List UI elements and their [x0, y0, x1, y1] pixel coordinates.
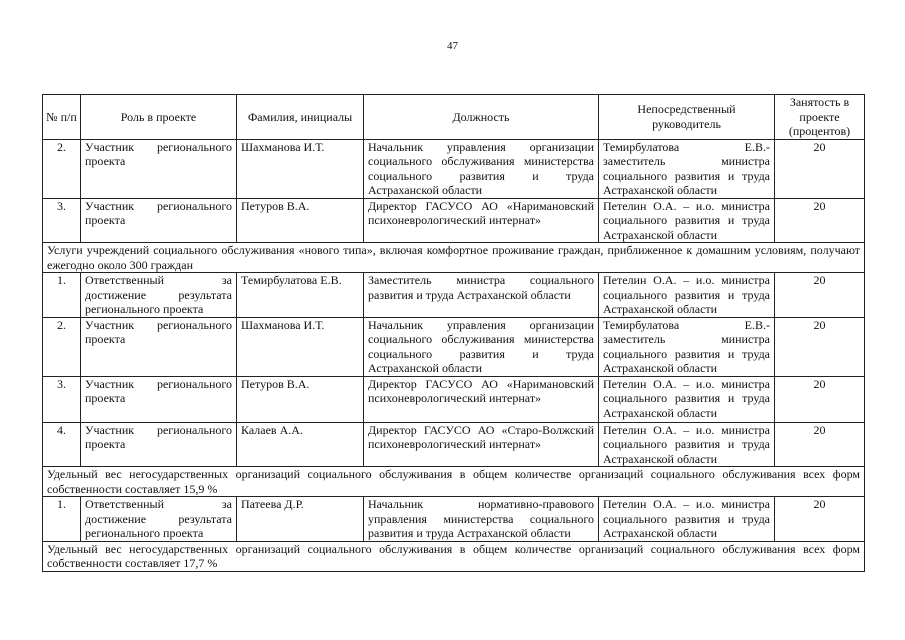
- row-role: Участник регионального проекта: [81, 139, 237, 198]
- section-title: Удельный вес негосударственных организаций социального обслуживания в общем количестве организаций социального обслуживания всех форм собственности составляет 17,7 %: [43, 541, 865, 571]
- row-name: Патеева Д.Р.: [237, 497, 364, 542]
- row-position: Директор ГАСУСО АО «Наримановский психоневрологический интернат»: [364, 376, 599, 422]
- table-row: [43, 317, 865, 376]
- row-name: Петуров В.А.: [237, 198, 364, 243]
- row-num: 3.: [43, 198, 81, 243]
- table-row: [43, 376, 865, 422]
- row-involvement: 20: [775, 317, 865, 376]
- header-role: Роль в проекте: [81, 95, 237, 140]
- page-number: 47: [447, 40, 458, 52]
- section-title: Удельный вес негосударственных организаций социального обслуживания в общем количестве организаций социального обслуживания всех форм собственности составляет 15,9 %: [43, 467, 865, 497]
- section-title: Услуги учреждений социального обслуживания «нового типа», включая комфортное проживание граждан, приближенное к домашним условиям, получают ежегодно около 300 граждан: [43, 243, 865, 273]
- table-row: [43, 497, 865, 542]
- table-row: [43, 422, 865, 467]
- table-row: [43, 198, 865, 243]
- section-row: [43, 541, 865, 571]
- header-num: № п/п: [43, 95, 81, 140]
- row-supervisor: Темирбулатова Е.В.- заместитель министра социального развития и труда Астраханской области: [599, 139, 775, 198]
- row-num: 4.: [43, 422, 81, 467]
- section-row: [43, 467, 865, 497]
- row-supervisor: Петелин О.А. – и.о. министра социального развития и труда Астраханской области: [599, 422, 775, 467]
- row-name: Шахманова И.Т.: [237, 139, 364, 198]
- row-involvement: 20: [775, 198, 865, 243]
- row-involvement: 20: [775, 422, 865, 467]
- row-name: Шахманова И.Т.: [237, 317, 364, 376]
- row-position: Начальник управления организации социального обслуживания министерства социального развития и труда Астраханской области: [364, 139, 599, 198]
- row-supervisor: Петелин О.А. – и.о. министра социального развития и труда Астраханской области: [599, 376, 775, 422]
- row-num: 2.: [43, 139, 81, 198]
- row-supervisor: Петелин О.А. – и.о. министра социального развития и труда Астраханской области: [599, 497, 775, 542]
- row-involvement: 20: [775, 273, 865, 318]
- row-position: Начальник управления организации социального обслуживания министерства социального развития и труда Астраханской области: [364, 317, 599, 376]
- row-num: 2.: [43, 317, 81, 376]
- row-position: Заместитель министра социального развития и труда Астраханской области: [364, 273, 599, 318]
- row-role: Участник регионального проекта: [81, 198, 237, 243]
- row-involvement: 20: [775, 376, 865, 422]
- row-num: 1.: [43, 273, 81, 318]
- row-role: Участник регионального проекта: [81, 422, 237, 467]
- row-involvement: 20: [775, 139, 865, 198]
- row-role: Участник регионального проекта: [81, 376, 237, 422]
- project-team-table: [42, 94, 865, 572]
- row-supervisor: Темирбулатова Е.В.- заместитель министра социального развития и труда Астраханской области: [599, 317, 775, 376]
- table-header-row: [43, 95, 865, 140]
- row-name: Темирбулатова Е.В.: [237, 273, 364, 318]
- header-position: Должность: [364, 95, 599, 140]
- section-row: [43, 243, 865, 273]
- header-name: Фамилия, инициалы: [237, 95, 364, 140]
- table-row: [43, 273, 865, 318]
- row-num: 3.: [43, 376, 81, 422]
- row-involvement: 20: [775, 497, 865, 542]
- row-position: Директор ГАСУСО АО «Старо-Волжский психоневрологический интернат»: [364, 422, 599, 467]
- row-name: Калаев А.А.: [237, 422, 364, 467]
- row-role: Ответственный за достижение результата регионального проекта: [81, 273, 237, 318]
- table-row: [43, 139, 865, 198]
- row-supervisor: Петелин О.А. – и.о. министра социального развития и труда Астраханской области: [599, 273, 775, 318]
- row-name: Петуров В.А.: [237, 376, 364, 422]
- row-role: Ответственный за достижение результата регионального проекта: [81, 497, 237, 542]
- row-role: Участник регионального проекта: [81, 317, 237, 376]
- row-num: 1.: [43, 497, 81, 542]
- header-involvement: Занятость в проекте (процентов): [775, 95, 865, 140]
- row-supervisor: Петелин О.А. – и.о. министра социального развития и труда Астраханской области: [599, 198, 775, 243]
- row-position: Директор ГАСУСО АО «Наримановский психоневрологический интернат»: [364, 198, 599, 243]
- row-position: Начальник нормативно-правового управления министерства социального развития и труда Астраханской области: [364, 497, 599, 542]
- header-supervisor: Непосредственный руководитель: [599, 95, 775, 140]
